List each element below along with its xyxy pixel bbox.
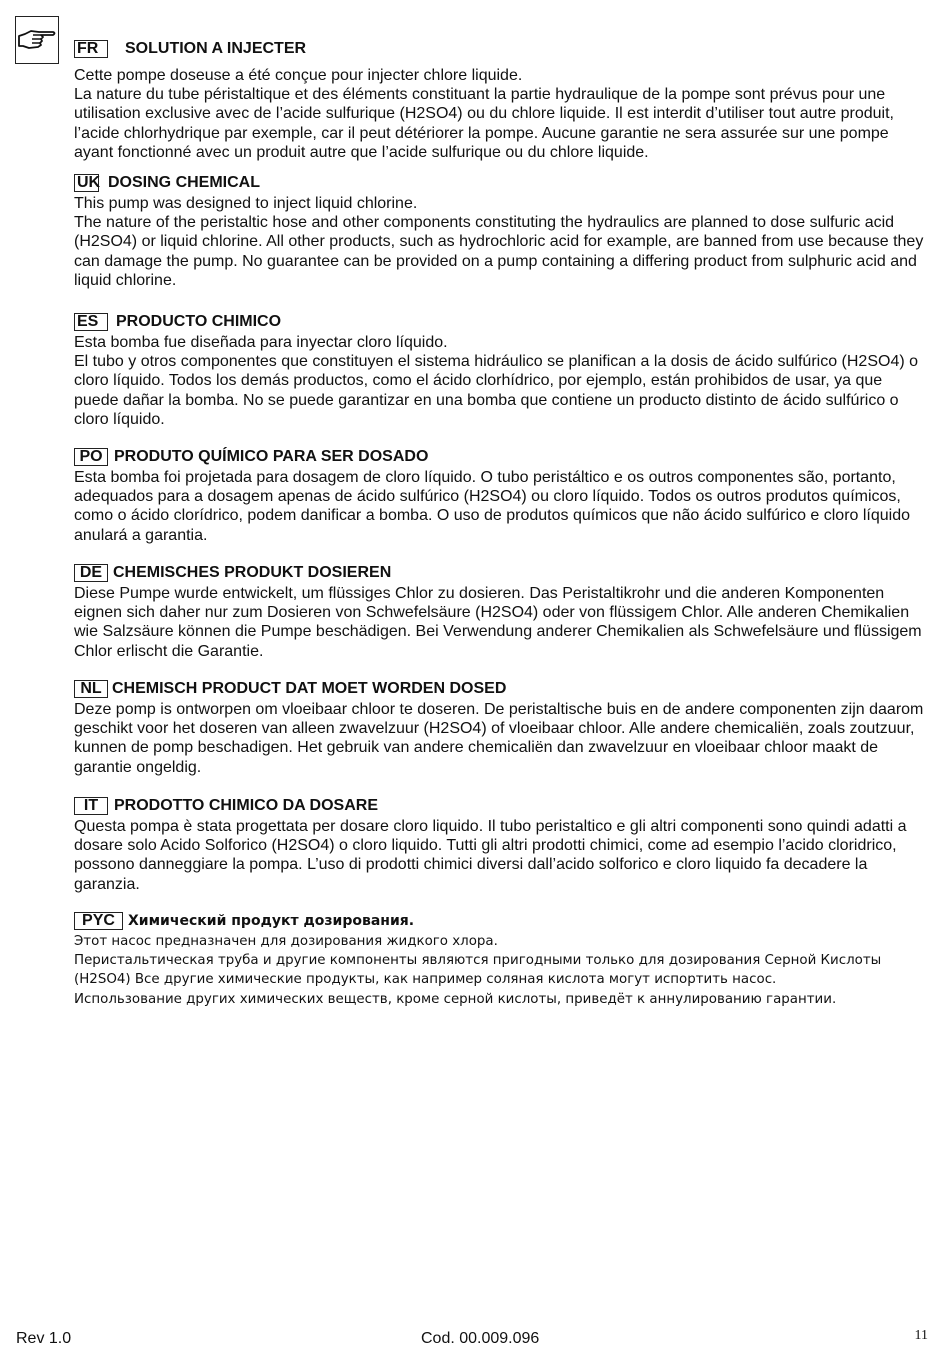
section-es: [74, 312, 924, 429]
language-code-badge: ES: [74, 313, 108, 331]
footer-revision: Rev 1.0: [16, 1330, 72, 1347]
footer-document-code: Cod. 00.009.096: [421, 1330, 540, 1347]
section-paragraph: Esta bomba foi projetada para dosagem de cloro líquido. O tubo peristáltico e os outros componentes são, portanto, adequados para a dosagem apenas de ácido sulfúrico (H2SO4) ou cloro líquido. Todos os outros produtos químicos, como o ácido clorídrico, podem danificar a bomba. O uso de produtos químicos que não ácido sulfúrico e cloro líquido anulará a garantia.: [74, 469, 911, 544]
language-code-badge: UK: [74, 174, 99, 192]
section-it: [74, 796, 924, 894]
section-heading: [74, 563, 924, 583]
section-paragraph: The nature of the peristaltic hose and other components constituting the hydraulics are planned to dose sulfuric acid (H2SO4) or liquid chlorine. All other products, such as hydrochloric acid for example, are banned from use because they can damage the pump. No guarantee can be provided on a pump containing a differing product from sulphuric acid and liquid chlorine.: [74, 214, 924, 289]
section-paragraph: Questa pompa è stata progettata per dosare cloro liquido. Il tubo peristaltico e gli altri componenti sono quindi adatti a dosare solo Acido Solforico (H2SO4) o cloro liquido. Tutti gli altri prodotti chimici, come ad esempio l’acido cloridrico, possono danneggiare la pompa. L’uso di prodotti chimici diversi dall’acido solforico e cloro liquido fa decadere la garanzia.: [74, 818, 907, 893]
section-paragraph: Deze pomp is ontworpen om vloeibaar chloor te doseren. De peristaltische buis en de andere componenten zijn daarom geschikt voor het doseren van alleen zwavelzuur (H2SO4) of vloeibaar chloor. Alle andere chemicaliën, zoals zoutzuur, kunnen de pomp beschadigen. Het gebruik van andere chemicaliën dan zwavelzuur en vloeibaar chloor maakt de garantie ongeldig.: [74, 701, 924, 776]
language-code-badge: PO: [74, 448, 108, 466]
section-heading: [74, 679, 924, 699]
section-ru: [74, 911, 924, 1009]
section-paragraph: Diese Pumpe wurde entwickelt, um flüssiges Chlor zu dosieren. Das Peristaltikrohr und die anderen Komponenten eignen sich daher nur zum Dosieren von Schwefelsäure (H2SO4) oder von flüssigem Chlor. Alle anderen Chemikalien wie Salzsäure können die Pumpe beschädigen. Bei Verwendung anderer Chemikalien als Schwefelsäure und flüssigem Chlor erlischt die Garantie.: [74, 585, 922, 660]
section-title: PRODUTO QUÍMICO PARA SER DOSADO: [114, 448, 429, 465]
section-title: CHEMISCHES PRODUKT DOSIEREN: [113, 564, 392, 581]
section-fr: [74, 39, 924, 162]
footer-page-number: 11: [914, 1328, 928, 1343]
section-heading: [74, 911, 924, 931]
section-uk: [74, 173, 924, 290]
section-heading: [74, 312, 924, 332]
section-paragraph: Esta bomba fue diseñada para inyectar cloro líquido.: [74, 334, 448, 351]
language-code-badge: DE: [74, 564, 108, 582]
section-title: DOSING CHEMICAL: [108, 174, 260, 191]
section-paragraph: El tubo y otros componentes que constituyen el sistema hidráulico se planifican a la dosis de ácido sulfúrico (H2SO4) o cloro líquido. Todos los demás productos, como el ácido clorhídrico, por ejemplo, están prohibidos de usar, ya que puede dañar la bomba. No se puede garantizar en una bomba que contiene un producto distinto de ácido sulfúrico o cloro líquido.: [74, 353, 919, 428]
section-paragraph: Cette pompe doseuse a été conçue pour injecter chlore liquide.: [74, 67, 523, 84]
section-title: SOLUTION A INJECTER: [125, 40, 307, 57]
section-title: PRODOTTO CHIMICO DA DOSARE: [114, 797, 379, 814]
section-title: CHEMISCH PRODUCT DAT MOET WORDEN DOSED: [112, 680, 507, 697]
section-paragraph: Использование других химических веществ, кроме серной кислоты, приведёт к аннулированию гарантии.: [74, 991, 837, 1007]
section-paragraph: This pump was designed to inject liquid chlorine.: [74, 195, 418, 212]
section-paragraph: Перистальтическая труба и другие компоненты являются пригодными только для дозирования Серной Кислоты (H2SO4) Все другие химические продукты, как например соляная кислота могут испортить насос.: [74, 953, 882, 988]
section-heading: [74, 39, 924, 59]
section-title: Химический продукт дозирования.: [128, 913, 415, 929]
language-code-badge: NL: [74, 680, 108, 698]
section-heading: [74, 447, 924, 467]
language-code-badge: PYC: [74, 912, 123, 930]
pointing-hand-icon-box: [15, 16, 59, 64]
pointing-hand-icon: [17, 27, 57, 53]
language-code-badge: FR: [74, 40, 108, 58]
section-paragraph: Этот насос предназначен для дозирования жидкого хлора.: [74, 934, 498, 949]
section-heading: [74, 173, 924, 193]
language-code-badge: IT: [74, 797, 108, 815]
section-paragraph: La nature du tube péristaltique et des éléments constituant la partie hydraulique de la pompe sont prévus pour une utilisation exclusive avec de l’acide sulfurique (H2SO4) ou du chlore liquide. Il est interdit d’utiliser tout autre produit, l’acide chlorhydrique par exemple, car il peut détériorer la pompe. Aucune garantie ne sera assurée sur une pompe ayant fonctionné avec un produit autre que l’acide sulfurique ou du chlore liquide.: [74, 86, 894, 161]
section-title: PRODUCTO CHIMICO: [116, 313, 282, 330]
section-heading: [74, 796, 924, 816]
section-nl: [74, 679, 924, 777]
section-po: [74, 447, 924, 545]
section-de: [74, 563, 924, 661]
